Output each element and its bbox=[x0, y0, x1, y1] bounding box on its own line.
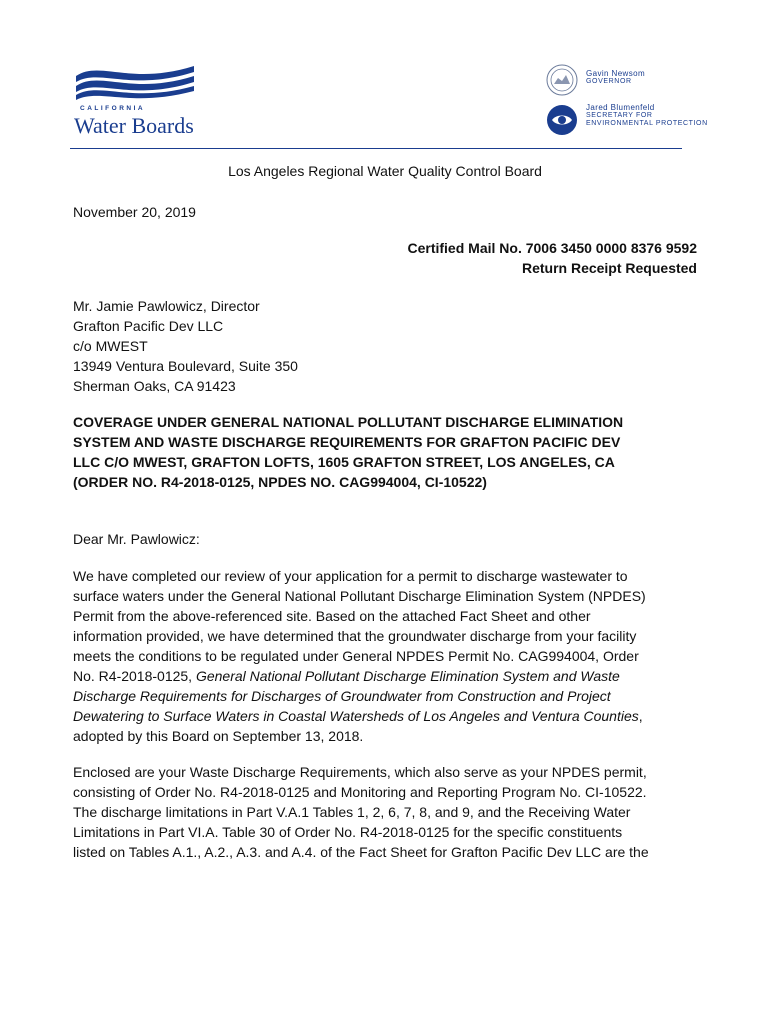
line-text: No. R4-2018-0125, bbox=[73, 668, 196, 684]
subject-block bbox=[73, 412, 713, 492]
paragraph-line: consisting of Order No. R4-2018-0125 and Monitoring and Reporting Program No. CI-10522. bbox=[73, 784, 647, 800]
order-title-text: General National Pollutant Discharge Elimination System and Waste bbox=[195, 668, 620, 684]
body-paragraph-2 bbox=[73, 762, 713, 862]
letterhead-divider bbox=[70, 148, 682, 149]
officials-block bbox=[544, 64, 708, 138]
paragraph-line bbox=[73, 666, 713, 686]
water-boards-logo bbox=[70, 62, 200, 142]
address-line: Grafton Pacific Dev LLC bbox=[73, 318, 224, 334]
letter-date: November 20, 2019 bbox=[73, 204, 196, 220]
state-seal-icon bbox=[546, 64, 578, 96]
paragraph-line: surface waters under the General National Pollutant Discharge Elimination System (NPDES) bbox=[73, 588, 646, 604]
address-line: 13949 Ventura Boulevard, Suite 350 bbox=[73, 358, 298, 374]
paragraph-line: meets the conditions to be regulated under General NPDES Permit No. CAG994004, Order bbox=[73, 648, 639, 664]
logo-top-text: CALIFORNIA bbox=[80, 105, 146, 112]
official-title-governor: GOVERNOR bbox=[586, 78, 632, 85]
calepa-logo-icon bbox=[546, 104, 578, 136]
order-title-text: Discharge Requirements for Discharges of Groundwater from Construction and Project bbox=[73, 688, 611, 704]
subject-line: COVERAGE UNDER GENERAL NATIONAL POLLUTANT DISCHARGE ELIMINATION bbox=[73, 414, 624, 430]
paragraph-line: We have completed our review of your application for a permit to discharge wastewater to bbox=[73, 568, 628, 584]
official-title-secretary-1: SECRETARY FOR bbox=[586, 112, 653, 119]
certified-mail-number: Certified Mail No. 7006 3450 0000 8376 9592 bbox=[407, 240, 697, 256]
address-line: Mr. Jamie Pawlowicz, Director bbox=[73, 298, 260, 314]
paragraph-line bbox=[73, 686, 713, 706]
recipient-address bbox=[73, 296, 713, 396]
subject-line: (ORDER NO. R4-2018-0125, NPDES NO. CAG994004, CI-10522) bbox=[73, 474, 487, 490]
order-title-text: Dewatering to Surface Waters in Coastal Watersheds of Los Angeles and Ventura Counties bbox=[73, 708, 639, 724]
paragraph-line: Limitations in Part VI.A. Table 30 of Order No. R4-2018-0125 for the specific constituents bbox=[73, 824, 623, 840]
line-text: , bbox=[638, 708, 643, 724]
paragraph-line: The discharge limitations in Part V.A.1 Tables 1, 2, 6, 7, 8, and 9, and the Receiving Water bbox=[73, 804, 631, 820]
salutation: Dear Mr. Pawlowicz: bbox=[73, 531, 200, 547]
body-paragraph-1 bbox=[73, 566, 713, 746]
subject-line: LLC C/O MWEST, GRAFTON LOFTS, 1605 GRAFTON STREET, LOS ANGELES, CA bbox=[73, 454, 615, 470]
wave-icon bbox=[70, 62, 200, 106]
paragraph-line: Permit from the above-referenced site. Based on the attached Fact Sheet and other bbox=[73, 608, 591, 624]
address-line: c/o MWEST bbox=[73, 338, 148, 354]
board-name: Los Angeles Regional Water Quality Control Board bbox=[228, 163, 542, 179]
paragraph-line bbox=[73, 706, 713, 726]
paragraph-line: adopted by this Board on September 13, 2018. bbox=[73, 728, 364, 744]
official-name-secretary: Jared Blumenfeld bbox=[586, 103, 655, 112]
subject-line: SYSTEM AND WASTE DISCHARGE REQUIREMENTS FOR GRAFTON PACIFIC DEV bbox=[73, 434, 621, 450]
official-name-governor: Gavin Newsom bbox=[586, 69, 646, 78]
paragraph-line: information provided, we have determined that the groundwater discharge from your facility bbox=[73, 628, 637, 644]
paragraph-line: Enclosed are your Waste Discharge Requirements, which also serve as your NPDES permit, bbox=[73, 764, 647, 780]
address-line: Sherman Oaks, CA 91423 bbox=[73, 378, 236, 394]
paragraph-line: listed on Tables A.1., A.2., A.3. and A.4. of the Fact Sheet for Grafton Pacific Dev LLC are the bbox=[73, 844, 649, 860]
official-title-secretary-2: ENVIRONMENTAL PROTECTION bbox=[586, 120, 708, 127]
logo-name: Water Boards bbox=[74, 113, 194, 138]
return-receipt-note: Return Receipt Requested bbox=[521, 260, 697, 276]
